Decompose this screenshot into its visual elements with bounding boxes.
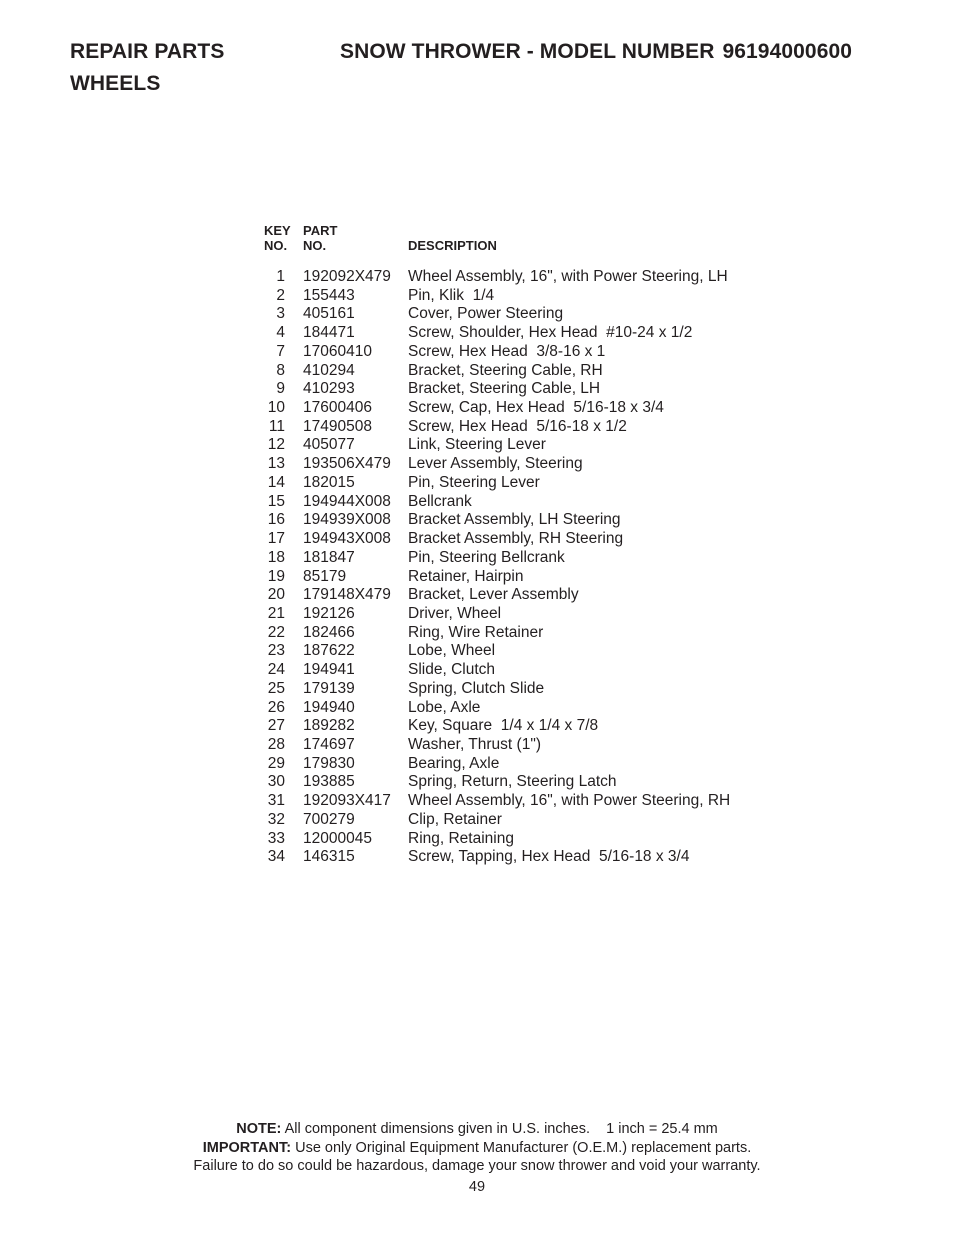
section-title: REPAIR PARTS <box>70 40 225 63</box>
part-description: Pin, Steering Bellcrank <box>408 548 565 566</box>
table-row <box>262 605 762 624</box>
important-line <box>0 1139 954 1158</box>
key-number: 2 <box>276 286 285 304</box>
table-row <box>262 848 762 867</box>
part-description: Clip, Retainer <box>408 810 502 828</box>
table-row <box>262 399 762 418</box>
page-number: 49 <box>468 1178 486 1195</box>
key-number: 26 <box>267 698 285 716</box>
part-description: Ring, Wire Retainer <box>408 623 544 641</box>
note-line <box>0 1120 954 1139</box>
part-number: 187622 <box>303 642 355 660</box>
part-number: 410293 <box>303 380 355 398</box>
table-row <box>262 305 762 324</box>
part-description: Wheel Assembly, 16", with Power Steering, RH <box>408 792 731 810</box>
part-description: Link, Steering Lever <box>408 436 546 454</box>
part-description: Lobe, Wheel <box>408 642 496 660</box>
warning-line: Failure to do so could be hazardous, damage your snow thrower and void your warranty. <box>193 1158 761 1174</box>
part-number: 700279 <box>303 810 355 828</box>
part-number: 184471 <box>303 324 355 342</box>
part-description: Spring, Clutch Slide <box>408 679 545 697</box>
table-row <box>262 380 762 399</box>
part-description: Slide, Clutch <box>408 661 496 679</box>
part-description: Spring, Return, Steering Latch <box>408 773 617 791</box>
part-description: Wheel Assembly, 16", with Power Steering, LH <box>408 268 728 285</box>
part-description: Lever Assembly, Steering <box>408 455 583 473</box>
parts-table <box>262 268 762 867</box>
table-row <box>262 418 762 437</box>
table-row <box>262 773 762 792</box>
key-number: 20 <box>267 586 285 604</box>
table-row <box>262 624 762 643</box>
table-row <box>262 455 762 474</box>
key-number: 34 <box>267 848 285 866</box>
part-description: Bracket Assembly, RH Steering <box>408 530 624 548</box>
subsection-title: WHEELS <box>70 72 161 95</box>
part-number: 192092X479 <box>303 268 391 285</box>
key-number: 32 <box>267 810 285 828</box>
page-footer <box>0 1120 954 1196</box>
part-number: 182466 <box>303 623 355 641</box>
table-row <box>262 436 762 455</box>
table-row <box>262 511 762 530</box>
part-number: 193506X479 <box>303 455 391 473</box>
key-number: 28 <box>267 735 285 753</box>
key-number: 23 <box>267 642 285 660</box>
key-number: 11 <box>268 417 285 435</box>
part-description: Bracket, Lever Assembly <box>408 586 579 604</box>
part-description: Bearing, Axle <box>408 754 500 772</box>
table-row <box>262 661 762 680</box>
part-number: 194940 <box>303 698 355 716</box>
part-number: 179148X479 <box>303 586 391 604</box>
part-number: 405161 <box>303 305 355 323</box>
key-number: 27 <box>267 717 285 735</box>
column-header-part <box>303 223 337 253</box>
table-row <box>262 362 762 381</box>
note-label: NOTE: <box>236 1121 282 1137</box>
part-number: 193885 <box>303 773 355 791</box>
key-number: 7 <box>276 342 285 360</box>
part-number: 17600406 <box>303 399 372 417</box>
part-number: 410294 <box>303 361 355 379</box>
table-row <box>262 343 762 362</box>
table-row <box>262 642 762 661</box>
key-number: 12 <box>267 436 285 454</box>
key-number: 14 <box>267 473 285 491</box>
table-row <box>262 792 762 811</box>
table-row <box>262 530 762 549</box>
part-description: Screw, Tapping, Hex Head 5/16-18 x 3/4 <box>408 848 690 866</box>
part-number: 194943X008 <box>303 530 391 548</box>
part-description: Bracket, Steering Cable, RH <box>408 361 603 379</box>
part-description: Bracket, Steering Cable, LH <box>408 380 601 398</box>
key-number: 4 <box>276 324 285 342</box>
part-description: Bellcrank <box>408 492 472 510</box>
part-description: Washer, Thrust (1") <box>408 735 541 753</box>
part-description: Retainer, Hairpin <box>408 567 524 585</box>
part-number: 192093X417 <box>303 792 391 810</box>
key-number: 24 <box>267 661 285 679</box>
part-number: 194941 <box>303 661 355 679</box>
table-row <box>262 474 762 493</box>
part-description: Lobe, Axle <box>408 698 481 716</box>
part-number: 189282 <box>303 717 355 735</box>
key-number: 31 <box>267 792 285 810</box>
part-description: Key, Square 1/4 x 1/4 x 7/8 <box>408 717 599 735</box>
part-description: Pin, Klik 1/4 <box>408 286 495 304</box>
key-number: 18 <box>267 548 285 566</box>
table-row <box>262 268 762 287</box>
table-row <box>262 324 762 343</box>
part-description: Ring, Retaining <box>408 829 514 847</box>
key-number: 10 <box>267 399 285 417</box>
key-number: 22 <box>267 623 285 641</box>
key-number: 33 <box>267 829 285 847</box>
key-number: 16 <box>267 511 285 529</box>
table-row <box>262 568 762 587</box>
table-row <box>262 287 762 306</box>
table-row <box>262 680 762 699</box>
column-header-key-line1: KEY <box>264 223 291 238</box>
model-number: 96194000600 <box>722 40 853 63</box>
part-description: Pin, Steering Lever <box>408 473 540 491</box>
key-number: 15 <box>267 492 285 510</box>
table-row <box>262 830 762 849</box>
part-number: 182015 <box>303 473 355 491</box>
table-row <box>262 493 762 512</box>
key-number: 19 <box>267 567 285 585</box>
table-row <box>262 736 762 755</box>
part-number: 179139 <box>303 679 355 697</box>
table-row <box>262 717 762 736</box>
key-number: 13 <box>267 455 285 473</box>
part-number: 155443 <box>303 286 355 304</box>
note-text: All component dimensions given in U.S. inches. 1 inch = 25.4 mm <box>284 1121 718 1137</box>
column-header-part-line2: NO. <box>303 238 327 253</box>
important-text: Use only Original Equipment Manufacturer (O.E.M.) replacement parts. <box>295 1139 752 1156</box>
part-number: 194944X008 <box>303 492 391 510</box>
key-number: 8 <box>276 361 285 379</box>
column-header-key <box>264 223 291 253</box>
model-title-prefix: SNOW THROWER - MODEL NUMBER <box>340 40 715 63</box>
part-description: Screw, Hex Head 3/8-16 x 1 <box>408 342 606 360</box>
key-number: 1 <box>276 268 285 285</box>
part-number: 174697 <box>303 735 355 753</box>
table-row <box>262 811 762 830</box>
part-number: 179830 <box>303 754 355 772</box>
part-number: 12000045 <box>303 829 372 847</box>
key-number: 3 <box>276 305 285 323</box>
part-description: Cover, Power Steering <box>408 305 564 323</box>
key-number: 29 <box>267 754 285 772</box>
model-header <box>340 40 852 64</box>
table-row <box>262 586 762 605</box>
key-number: 30 <box>267 773 285 791</box>
key-number: 17 <box>267 530 285 548</box>
part-number: 85179 <box>303 567 347 585</box>
part-number: 17060410 <box>303 342 372 360</box>
important-label: IMPORTANT: <box>202 1139 292 1156</box>
part-number: 405077 <box>303 436 355 454</box>
table-row <box>262 549 762 568</box>
part-description: Bracket Assembly, LH Steering <box>408 511 621 529</box>
part-description: Screw, Shoulder, Hex Head #10-24 x 1/2 <box>408 324 693 342</box>
key-number: 9 <box>276 380 285 398</box>
column-header-part-line1: PART <box>303 223 338 238</box>
part-number: 146315 <box>303 848 355 866</box>
column-header-key-line2: NO. <box>264 238 288 253</box>
part-number: 181847 <box>303 548 355 566</box>
part-number: 17490508 <box>303 417 372 435</box>
table-row <box>262 699 762 718</box>
part-description: Screw, Hex Head 5/16-18 x 1/2 <box>408 417 627 435</box>
key-number: 25 <box>267 679 285 697</box>
table-row <box>262 755 762 774</box>
part-description: Screw, Cap, Hex Head 5/16-18 x 3/4 <box>408 399 664 417</box>
key-number: 21 <box>267 604 285 622</box>
part-number: 192126 <box>303 604 355 622</box>
part-number: 194939X008 <box>303 511 391 529</box>
column-header-description: DESCRIPTION <box>408 238 497 253</box>
part-description: Driver, Wheel <box>408 604 502 622</box>
